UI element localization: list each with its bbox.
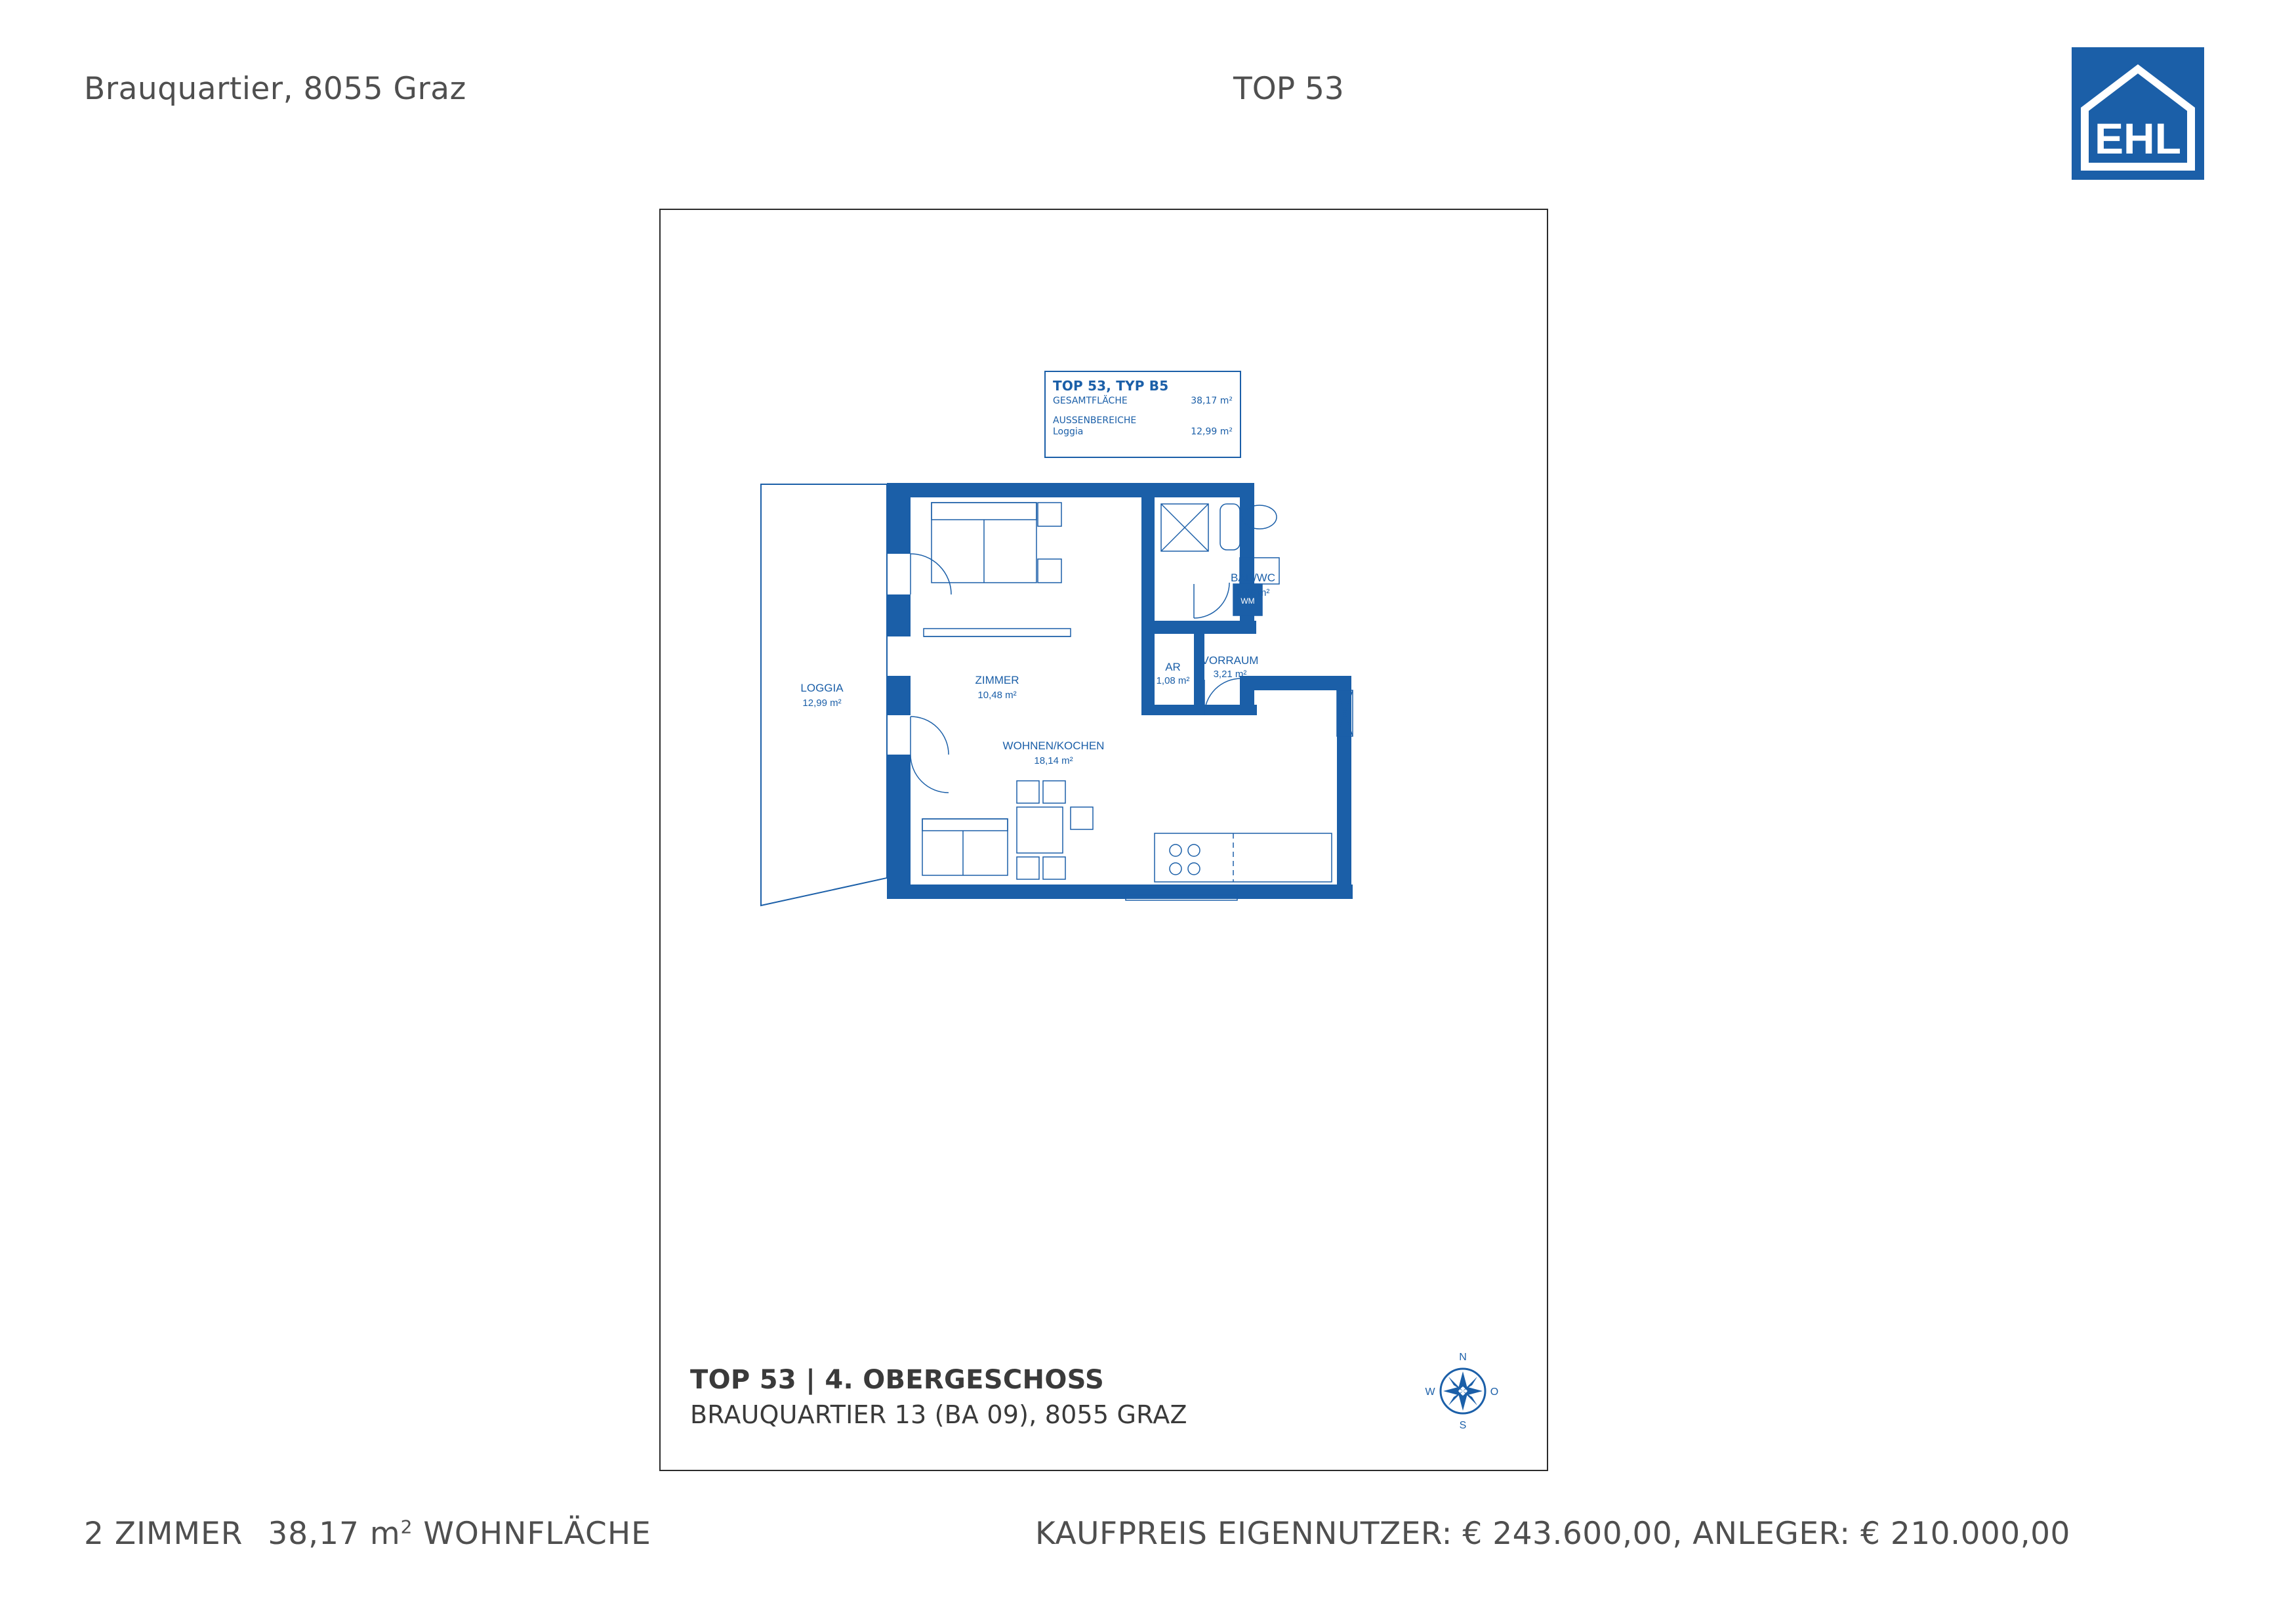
compass-rose-icon — [1410, 1335, 1515, 1447]
footer-area-label: WOHNFLÄCHE — [423, 1516, 651, 1552]
room-area-ar: 1,08 m² — [1156, 675, 1190, 686]
footer-area-value: 38,17 m — [268, 1516, 401, 1552]
ehl-logo — [2072, 47, 2204, 180]
appliance-label-wm: WM — [1240, 596, 1255, 606]
compass-south-label: S — [1459, 1420, 1467, 1431]
footer-price: KAUFPREIS EIGENNUTZER: € 243.600,00, ANLEGER: € 210.000,00 — [1035, 1516, 2070, 1552]
legend-total-value: 38,17 m² — [1191, 396, 1233, 406]
footer-rooms-count: 2 ZIMMER — [84, 1516, 243, 1552]
compass-north-label: N — [1459, 1352, 1467, 1363]
legend-outdoor-item: Loggia — [1053, 427, 1084, 437]
room-area-vorraum: 3,21 m² — [1213, 669, 1247, 680]
footer-area-superscript: 2 — [400, 1516, 413, 1538]
floorplan-drawing — [735, 479, 1496, 997]
header-address: Brauquartier, 8055 Graz — [84, 71, 466, 107]
room-label-zimmer: ZIMMER — [975, 674, 1019, 686]
legend-box — [1044, 371, 1241, 458]
room-area-badwc: 5,26 m² — [1236, 587, 1270, 598]
compass-east-label: O — [1490, 1386, 1499, 1398]
legend-outdoor-label: AUSSENBEREICHE — [1053, 415, 1137, 426]
legend-total-label: GESAMTFLÄCHE — [1053, 396, 1128, 406]
room-label-ar: AR — [1165, 661, 1181, 673]
room-label-loggia: LOGGIA — [800, 682, 844, 694]
plan-caption — [690, 1365, 1281, 1429]
plan-caption-subtitle: BRAUQUARTIER 13 (BA 09), 8055 GRAZ — [690, 1400, 1187, 1429]
room-area-wohnen-kochen: 18,14 m² — [1034, 755, 1073, 766]
room-area-loggia: 12,99 m² — [802, 697, 842, 709]
room-area-zimmer: 10,48 m² — [977, 690, 1017, 701]
room-label-vorraum: VORRAUM — [1201, 654, 1259, 667]
compass-west-label: W — [1425, 1386, 1435, 1398]
room-label-badwc: BAD/WC — [1231, 572, 1275, 584]
plan-caption-title: TOP 53 | 4. OBERGESCHOSS — [690, 1365, 1105, 1395]
header-unit-title: TOP 53 — [1233, 71, 1344, 107]
footer-area-summary — [84, 1516, 651, 1552]
legend-title: TOP 53, TYP B5 — [1053, 378, 1169, 394]
room-label-wohnen-kochen: WOHNEN/KOCHEN — [1002, 739, 1105, 752]
legend-outdoor-value: 12,99 m² — [1191, 427, 1233, 437]
ehl-logo-text: EHL — [2095, 114, 2181, 163]
